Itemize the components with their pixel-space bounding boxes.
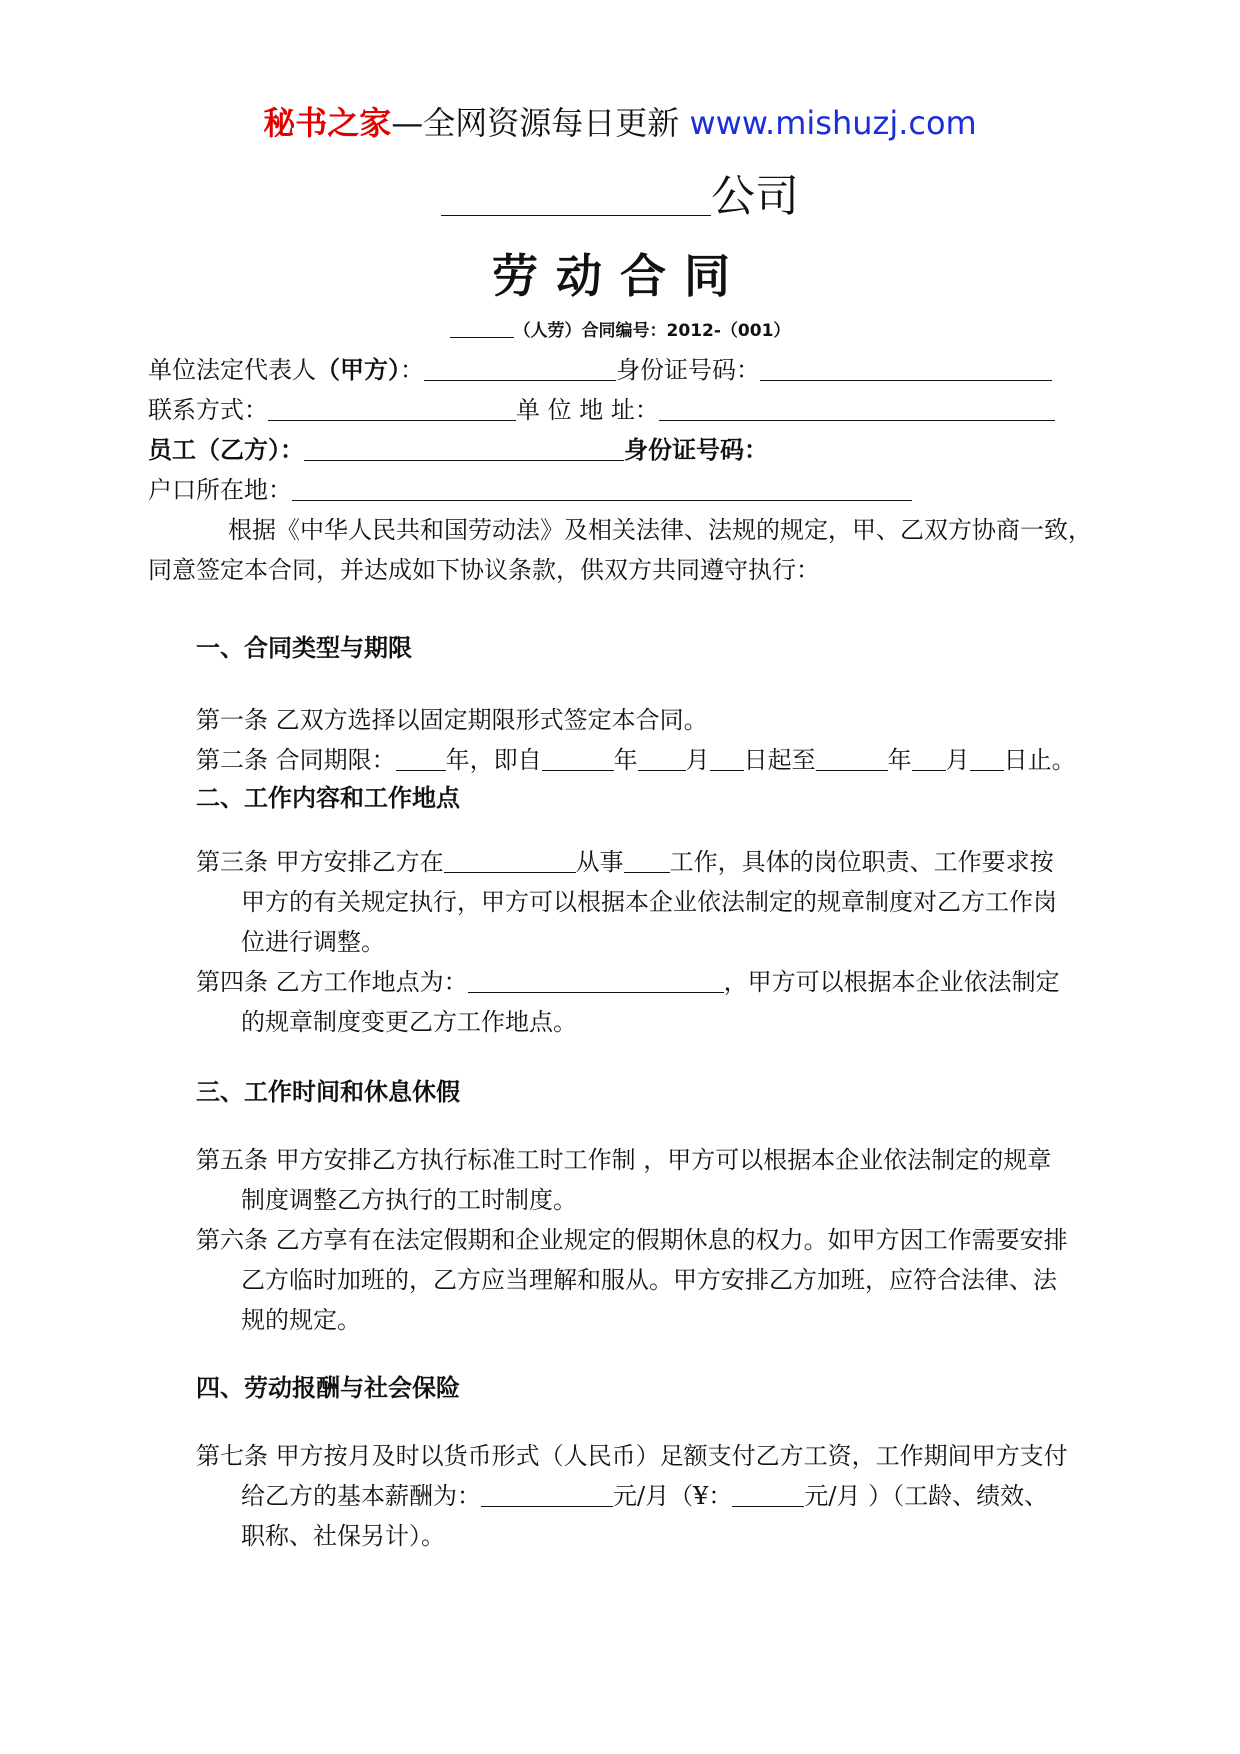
legal-rep-colon: ： bbox=[400, 356, 424, 384]
address-label: 单 位 地 址： bbox=[516, 396, 659, 424]
article-3-line-2: 甲方的有关规定执行，甲方可以根据本企业依法制定的规章制度对乙方工作岗 bbox=[241, 888, 1057, 916]
end-month-blank[interactable] bbox=[912, 746, 946, 771]
brand-name: 秘书之家 bbox=[263, 104, 392, 142]
day-from-label: 日起至 bbox=[743, 746, 816, 774]
term-years-blank[interactable] bbox=[396, 746, 446, 771]
article-7-text: 元/月（¥： bbox=[613, 1482, 733, 1510]
day-end-label: 日止。 bbox=[1003, 746, 1076, 774]
address-field[interactable] bbox=[659, 396, 1055, 421]
article-4-line-1 bbox=[196, 962, 1060, 1002]
document-title: 劳动合同 bbox=[492, 249, 748, 303]
contract-number-line bbox=[0, 316, 1240, 341]
contact-field[interactable] bbox=[268, 396, 516, 421]
article-7-line-1: 第七条 甲方按月及时以货币形式（人民币）足额支付乙方工资，工作期间甲方支付 bbox=[196, 1442, 1068, 1470]
article-5-line-1: 第五条 甲方安排乙方执行标准工时工作制 ，甲方可以根据本企业依法制定的规章 bbox=[196, 1146, 1052, 1174]
start-year-blank[interactable] bbox=[542, 746, 614, 771]
article-4-label: 第四条 乙方工作地点为： bbox=[196, 968, 468, 996]
article-2-label: 第二条 合同期限： bbox=[196, 746, 396, 774]
contract-number: （人劳）合同编号：2012-（001） bbox=[513, 321, 791, 341]
header-tagline: —全网资源每日更新 bbox=[391, 104, 680, 142]
employee-label: 员工（乙方）： bbox=[148, 436, 304, 464]
start-day-blank[interactable] bbox=[710, 746, 744, 771]
section-heading-2: 二、工作内容和工作地点 bbox=[196, 784, 460, 812]
article-7-text: 给乙方的基本薪酬为： bbox=[241, 1482, 481, 1510]
section-heading-4: 四、劳动报酬与社会保险 bbox=[196, 1374, 460, 1402]
household-field[interactable] bbox=[292, 476, 912, 501]
legal-rep-field[interactable] bbox=[424, 356, 616, 381]
article-3-label: 第三条 甲方安排乙方在 bbox=[196, 848, 444, 876]
site-url-link[interactable]: www.mishuzj.com bbox=[689, 104, 977, 142]
month-label: 月 bbox=[945, 746, 970, 774]
site-header bbox=[0, 98, 1240, 144]
article-4-line-2: 的规章制度变更乙方工作地点。 bbox=[241, 1008, 577, 1036]
work-location-blank[interactable] bbox=[468, 968, 724, 993]
intro-line-2: 同意签定本合同，并达成如下协议条款，供双方共同遵守执行： bbox=[148, 556, 820, 584]
article-6-line-3: 规的规定。 bbox=[241, 1306, 361, 1334]
article-7-line-2 bbox=[241, 1476, 1048, 1516]
contract-prefix-blank[interactable] bbox=[450, 320, 514, 338]
household-row bbox=[148, 470, 912, 510]
intro-line-1: 根据《中华人民共和国劳动法》及相关法律、法规的规定，甲、乙双方协商一致， bbox=[228, 516, 1092, 544]
article-6-line-2: 乙方临时加班的，乙方应当理解和服从。甲方安排乙方加班，应符合法律、法 bbox=[241, 1266, 1057, 1294]
article-7-text: 元/月 ）（工龄、绩效、 bbox=[804, 1482, 1049, 1510]
contact-label: 联系方式： bbox=[148, 396, 268, 424]
household-label: 户口所在地： bbox=[148, 476, 292, 504]
employee-field[interactable] bbox=[304, 436, 624, 461]
department-blank[interactable] bbox=[444, 848, 576, 873]
salary-blank[interactable] bbox=[481, 1482, 613, 1507]
employee-id-label: 身份证号码： bbox=[624, 436, 768, 464]
employee-row bbox=[148, 430, 768, 470]
article-3-line-1 bbox=[196, 842, 1054, 882]
legal-rep-label: 单位法定代表人 bbox=[148, 356, 316, 384]
legal-rep-row bbox=[148, 350, 1052, 390]
year-label: 年 bbox=[887, 746, 912, 774]
article-3-text: 从事 bbox=[575, 848, 624, 876]
end-year-blank[interactable] bbox=[816, 746, 888, 771]
article-7-line-3: 职称、社保另计）。 bbox=[241, 1522, 445, 1550]
article-1: 第一条 乙双方选择以固定期限形式签定本合同。 bbox=[196, 706, 708, 734]
article-4-text: ，甲方可以根据本企业依法制定 bbox=[723, 968, 1060, 996]
article-2-text: 年，即自 bbox=[445, 746, 542, 774]
position-blank[interactable] bbox=[624, 848, 670, 873]
company-name-line bbox=[0, 160, 1240, 224]
article-2 bbox=[196, 740, 1076, 780]
contact-row bbox=[148, 390, 1055, 430]
company-name-blank[interactable] bbox=[441, 171, 711, 216]
article-3-text: 工作，具体的岗位职责、工作要求按 bbox=[669, 848, 1054, 876]
year-label: 年 bbox=[613, 746, 638, 774]
end-day-blank[interactable] bbox=[970, 746, 1004, 771]
section-heading-3: 三、工作时间和休息休假 bbox=[196, 1078, 460, 1106]
company-suffix: 公司 bbox=[711, 171, 799, 222]
section-heading-1: 一、合同类型与期限 bbox=[196, 634, 412, 662]
legal-rep-party: （甲方） bbox=[316, 356, 400, 384]
start-month-blank[interactable] bbox=[638, 746, 686, 771]
month-label: 月 bbox=[685, 746, 710, 774]
legal-rep-id-field[interactable] bbox=[760, 356, 1052, 381]
article-6-line-1: 第六条 乙方享有在法定假期和企业规定的假期休息的权力。如甲方因工作需要安排 bbox=[196, 1226, 1068, 1254]
article-5-line-2: 制度调整乙方执行的工时制度。 bbox=[241, 1186, 577, 1214]
salary-amount-blank[interactable] bbox=[732, 1482, 804, 1507]
legal-rep-id-label: 身份证号码： bbox=[616, 356, 760, 384]
article-3-line-3: 位进行调整。 bbox=[241, 928, 385, 956]
